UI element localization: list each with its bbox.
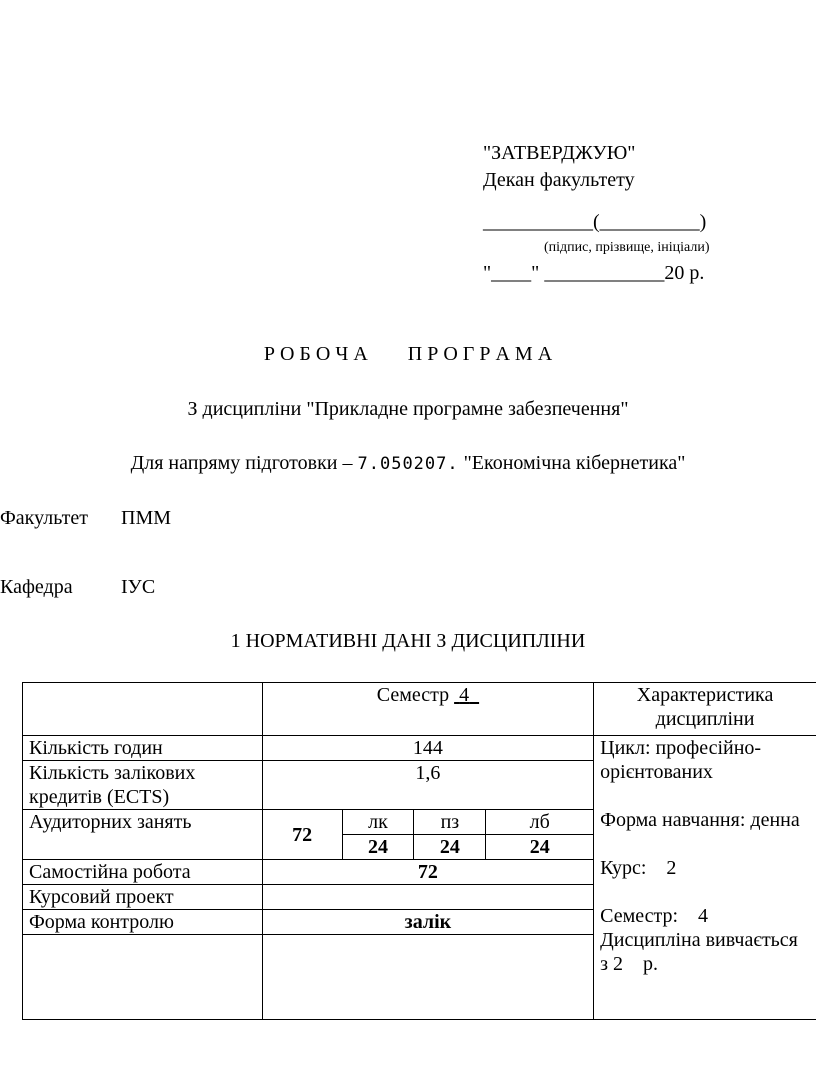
characteristic-header: Характеристика дисципліни xyxy=(594,683,816,736)
semester-value: 4 xyxy=(459,684,470,706)
pz-label: пз xyxy=(414,810,486,835)
lk-label: лк xyxy=(342,810,414,835)
self-work-value: 72 xyxy=(262,860,593,885)
credits-value: 1,6 xyxy=(262,761,593,810)
semester-header xyxy=(262,683,593,736)
self-work-label: Самостійна робота xyxy=(23,860,263,885)
auditorium-label: Аудиторних занять xyxy=(23,810,263,860)
section-title: 1 НОРМАТИВНІ ДАНІ З ДИСЦИПЛІНИ xyxy=(230,630,586,652)
table-row xyxy=(23,736,816,761)
table-header-row xyxy=(23,683,816,736)
faculty-label: Факультет xyxy=(0,507,88,529)
auditorium-total: 72 xyxy=(262,810,342,860)
document-title: Р О Б О Ч А П Р О Г Р А М А xyxy=(263,343,553,365)
pz-value: 24 xyxy=(414,835,486,860)
cycle-text: Цикл: професійно-орієнтованих xyxy=(600,737,762,783)
semester-text: Семестр: 4 xyxy=(600,905,709,927)
signature-line: ___________(__________) xyxy=(483,211,707,233)
department-label: Кафедра xyxy=(0,576,73,598)
course-text: Курс: 2 xyxy=(600,857,677,879)
hours-label: Кількість годин xyxy=(23,736,263,761)
discipline-line: З дисципліни "Прикладне програмне забезпечення" xyxy=(187,398,629,420)
credits-label: Кількість залікових кредитів (ECTS) xyxy=(23,761,263,810)
direction-code: 7.050207. xyxy=(357,454,459,474)
dean-label: Декан факультету xyxy=(483,169,635,191)
date-line: "____" ____________20 р. xyxy=(483,262,705,284)
signature-hint: (підпис, прізвище, ініціали) xyxy=(544,240,710,255)
lb-label: лб xyxy=(486,810,594,835)
department-value: ІУС xyxy=(121,576,156,598)
studied-from-text: Дисципліна вивчається з 2 р. xyxy=(600,929,803,975)
lb-value: 24 xyxy=(486,835,594,860)
direction-name: "Економічна кібернетика" xyxy=(463,452,686,474)
direction-line xyxy=(0,452,816,475)
course-project-label: Курсовий проект xyxy=(23,885,263,910)
direction-prefix: Для напряму підготовки – xyxy=(130,452,353,474)
faculty-value: ПММ xyxy=(121,507,172,529)
approval-title: "ЗАТВЕРДЖУЮ" xyxy=(483,142,636,164)
course-project-value xyxy=(262,885,593,910)
normative-data-table xyxy=(22,682,816,1020)
control-form-label: Форма контролю xyxy=(23,910,263,935)
hours-value: 144 xyxy=(262,736,593,761)
semester-label: Семестр xyxy=(376,684,450,706)
characteristics-cell xyxy=(594,736,816,1020)
lk-value: 24 xyxy=(342,835,414,860)
study-form-text: Форма навчання: денна xyxy=(600,809,800,831)
control-form-value: залік xyxy=(262,910,593,935)
